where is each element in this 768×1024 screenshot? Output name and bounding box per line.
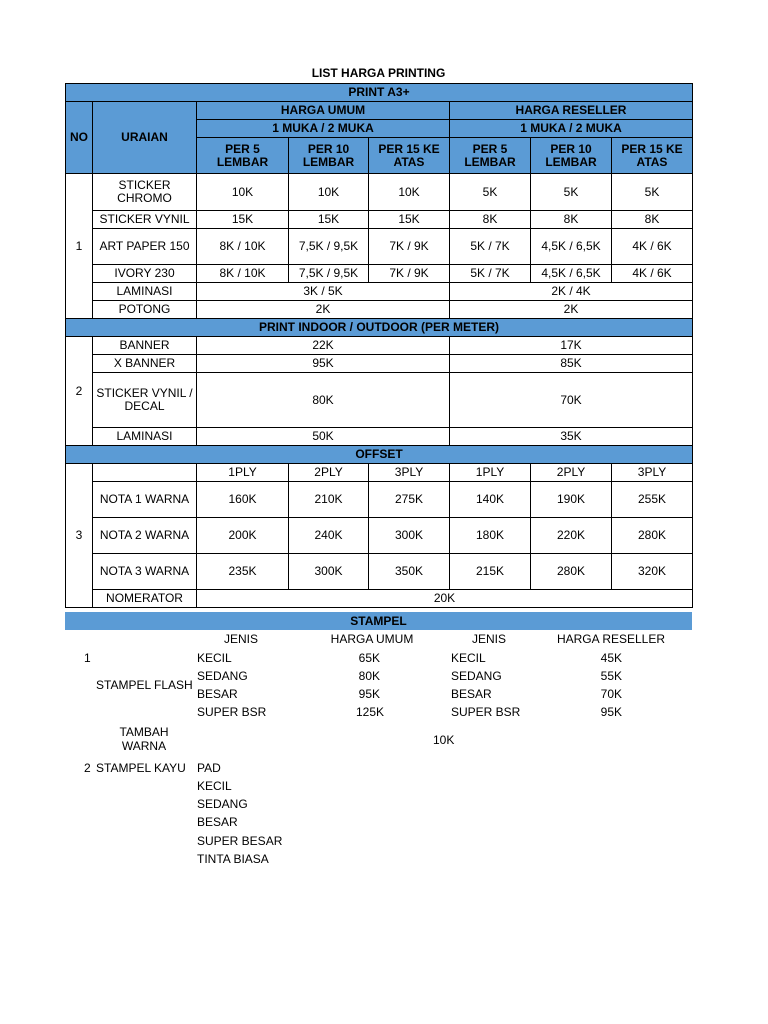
kayu-item: SUPER BESAR — [197, 834, 283, 848]
item-name: STICKER VYNIL — [93, 211, 197, 229]
price-cell: 7K / 9K — [369, 229, 450, 265]
price-cell: 180K — [450, 518, 531, 554]
price-cell: 320K — [612, 554, 693, 590]
header-per5-reseller: PER 5 LEMBAR — [450, 138, 531, 174]
stampel-header-harga-reseller: HARGA RESELLER — [556, 632, 666, 646]
item-name: STAMPEL KAYU — [96, 761, 186, 775]
price-cell: 5K / 7K — [450, 229, 531, 265]
price-cell: 4,5K / 6,5K — [531, 265, 612, 283]
price-cell: 5K / 7K — [450, 265, 531, 283]
tambah-warna-price: 10K — [433, 733, 455, 747]
price-cell: 280K — [531, 554, 612, 590]
item-name: STAMPEL FLASH — [96, 678, 193, 692]
price-cell: 275K — [369, 482, 450, 518]
stampel-jenis: KECIL — [197, 651, 232, 665]
item-name: NOTA 2 WARNA — [93, 518, 197, 554]
stampel-header-jenis: JENIS — [223, 632, 258, 646]
header-harga-reseller: HARGA RESELLER — [450, 102, 693, 120]
price-cell: 7,5K / 9,5K — [289, 229, 369, 265]
stampel-price: 65K — [358, 651, 380, 665]
price-cell: 8K — [450, 211, 531, 229]
item-name: STICKER VYNIL / DECAL — [93, 373, 197, 428]
price-cell: 350K — [369, 554, 450, 590]
header-per15-umum: PER 15 KE ATAS — [369, 138, 450, 174]
row-number: 2 — [84, 761, 91, 775]
header-per10-umum: PER 10 LEMBAR — [289, 138, 369, 174]
item-name: STICKER CHROMO — [93, 174, 197, 211]
price-cell: 5K — [612, 174, 693, 211]
ply-header: 2PLY — [289, 464, 369, 482]
item-name: X BANNER — [93, 355, 197, 373]
stampel-jenis: SUPER BSR — [197, 705, 267, 719]
header-uraian: URAIAN — [93, 102, 197, 174]
price-cell: 215K — [450, 554, 531, 590]
item-name: IVORY 230 — [93, 265, 197, 283]
item-name: LAMINASI — [93, 283, 197, 301]
section-header-indoor: PRINT INDOOR / OUTDOOR (PER METER) — [66, 319, 693, 337]
price-cell: 7K / 9K — [369, 265, 450, 283]
stampel-price: 95K — [358, 687, 380, 701]
item-name: POTONG — [93, 301, 197, 319]
price-cell: 300K — [369, 518, 450, 554]
stampel-jenis: BESAR — [451, 687, 492, 701]
price-cell: 15K — [289, 211, 369, 229]
item-name: ART PAPER 150 — [93, 229, 197, 265]
ply-header: 3PLY — [612, 464, 693, 482]
price-cell: 210K — [289, 482, 369, 518]
price-cell: 235K — [197, 554, 289, 590]
header-no: NO — [66, 102, 93, 174]
kayu-item: SEDANG — [197, 797, 248, 811]
tambah-warna-label-line1: TAMBAH — [119, 725, 169, 739]
row-number: 2 — [66, 337, 93, 446]
header-muka-umum: 1 MUKA / 2 MUKA — [197, 120, 450, 138]
price-cell: 4K / 6K — [612, 265, 693, 283]
price-cell: 10K — [369, 174, 450, 211]
price-cell: 4K / 6K — [612, 229, 693, 265]
price-table — [65, 83, 693, 608]
stampel-price: 45K — [600, 651, 622, 665]
price-cell: 20K — [197, 590, 693, 608]
price-cell: 15K — [197, 211, 289, 229]
kayu-item: BESAR — [197, 815, 238, 829]
stampel-price: 55K — [600, 669, 622, 683]
kayu-item: TINTA BIASA — [197, 852, 269, 866]
section-header-offset: OFFSET — [66, 446, 693, 464]
price-cell: 160K — [197, 482, 289, 518]
header-harga-umum: HARGA UMUM — [197, 102, 450, 120]
item-name: BANNER — [93, 337, 197, 355]
price-cell: 95K — [197, 355, 450, 373]
stampel-price: 70K — [600, 687, 622, 701]
item-name: NOMERATOR — [93, 590, 197, 608]
ply-header: 2PLY — [531, 464, 612, 482]
price-cell: 220K — [531, 518, 612, 554]
item-name: LAMINASI — [93, 428, 197, 446]
ply-header: 1PLY — [197, 464, 289, 482]
price-cell: 7,5K / 9,5K — [289, 265, 369, 283]
row-number: 3 — [66, 464, 93, 608]
section-header-a3: PRINT A3+ — [66, 84, 693, 102]
price-cell: 300K — [289, 554, 369, 590]
header-muka-reseller: 1 MUKA / 2 MUKA — [450, 120, 693, 138]
item-name: NOTA 3 WARNA — [93, 554, 197, 590]
stampel-header-harga-umum: HARGA UMUM — [330, 632, 414, 646]
price-cell: 85K — [450, 355, 693, 373]
price-cell: 2K — [197, 301, 450, 319]
price-cell: 15K — [369, 211, 450, 229]
ply-header: 1PLY — [450, 464, 531, 482]
page-title: LIST HARGA PRINTING — [311, 66, 446, 80]
price-cell: 8K — [531, 211, 612, 229]
row-number: 1 — [66, 174, 93, 319]
price-cell: 2K / 4K — [450, 283, 693, 301]
stampel-price: 125K — [355, 705, 384, 719]
price-cell: 190K — [531, 482, 612, 518]
price-cell: 35K — [450, 428, 693, 446]
stampel-price: 95K — [600, 705, 622, 719]
price-cell: 255K — [612, 482, 693, 518]
stampel-jenis: SUPER BSR — [451, 705, 521, 719]
price-cell: 280K — [612, 518, 693, 554]
price-cell: 50K — [197, 428, 450, 446]
header-per10-reseller: PER 10 LEMBAR — [531, 138, 612, 174]
tambah-warna-label-line2: WARNA — [121, 739, 167, 753]
header-per15-reseller: PER 15 KE ATAS — [612, 138, 693, 174]
section-header-stampel: STAMPEL — [65, 612, 692, 630]
empty-cell — [93, 464, 197, 482]
price-cell: 200K — [197, 518, 289, 554]
price-cell: 10K — [289, 174, 369, 211]
price-cell: 2K — [450, 301, 693, 319]
price-cell: 4,5K / 6,5K — [531, 229, 612, 265]
kayu-item: KECIL — [197, 779, 232, 793]
price-cell: 70K — [450, 373, 693, 428]
stampel-jenis: SEDANG — [197, 669, 248, 683]
stampel-header-jenis-reseller: JENIS — [471, 632, 506, 646]
ply-header: 3PLY — [369, 464, 450, 482]
kayu-item: PAD — [197, 761, 221, 775]
price-cell: 8K / 10K — [197, 229, 289, 265]
item-name: NOTA 1 WARNA — [93, 482, 197, 518]
price-cell: 80K — [197, 373, 450, 428]
price-cell: 5K — [531, 174, 612, 211]
price-cell: 8K — [612, 211, 693, 229]
price-cell: 10K — [197, 174, 289, 211]
price-cell: 240K — [289, 518, 369, 554]
price-cell: 17K — [450, 337, 693, 355]
stampel-price: 80K — [358, 669, 380, 683]
price-cell: 5K — [450, 174, 531, 211]
header-per5-umum: PER 5 LEMBAR — [197, 138, 289, 174]
price-cell: 22K — [197, 337, 450, 355]
stampel-jenis: SEDANG — [451, 669, 502, 683]
price-cell: 8K / 10K — [197, 265, 289, 283]
price-cell: 140K — [450, 482, 531, 518]
row-number: 1 — [84, 651, 91, 665]
stampel-jenis: BESAR — [197, 687, 238, 701]
stampel-jenis: KECIL — [451, 651, 486, 665]
price-cell: 3K / 5K — [197, 283, 450, 301]
